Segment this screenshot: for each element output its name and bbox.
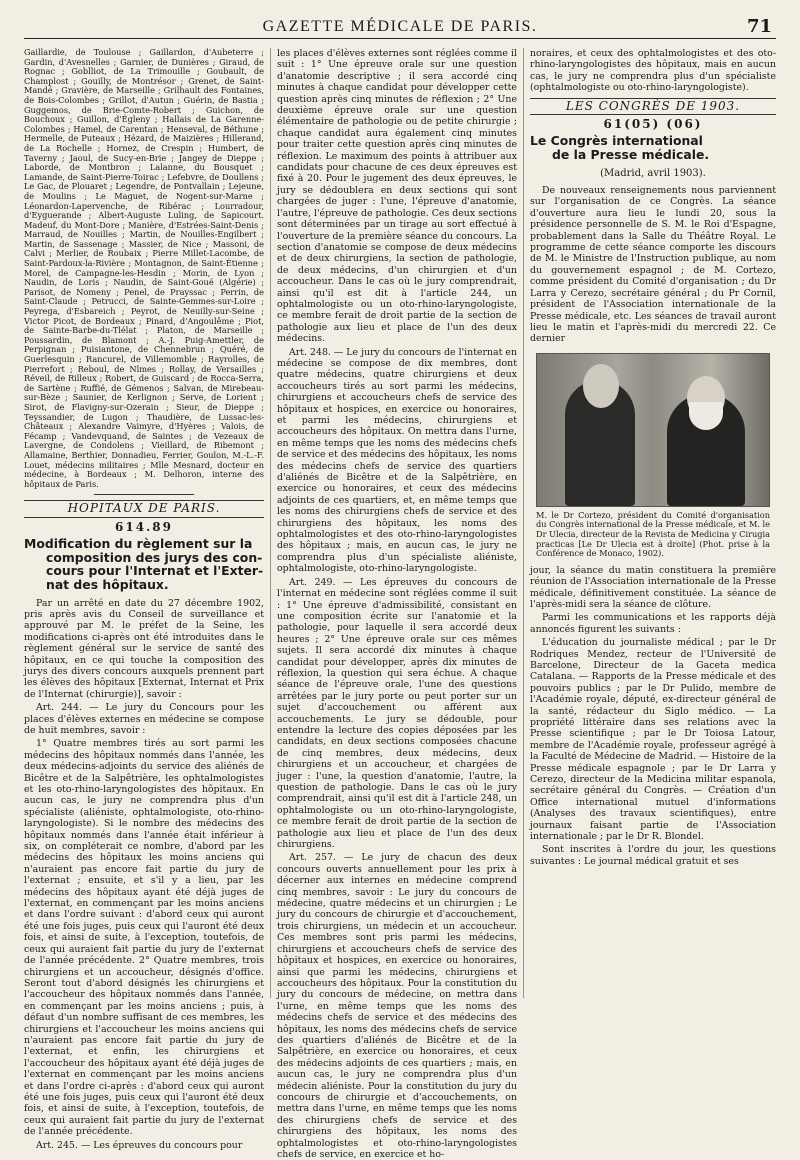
paragraph: Art. 244. — Le jury du Concours pour les places d'élèves externes en médecine se compose de huit membres, savoir :	[24, 702, 264, 736]
column-divider-1	[270, 48, 271, 998]
paragraph: Art. 257. — Le jury de chacun des deux concours ouverts annuellement pour les prix à décerner aux internes en médecine comprend cinq membres, savoir : Le jury du concours de médecine, quatre médecins et un chirurgien ; Le jury du concours de chirurgie et d'accouchement, trois chirurgiens, un médecin et un accoucheur. Ces membres sont pris parmi les médecins, chirurgiens et accoucheurs chefs de service des hôpitaux et hospices, en exercice ou honoraires, ainsi que parmi les médecins, chirurgiens et accoucheurs des hôpitaux. Pour la constitution du jury du concours de médecine, on mettra dans l'urne, en même temps que les noms des médecins chefs de service et des médecins des hôpitaux, les noms des médecins chefs de service des quartiers d'aliénés de Bicêtre et de la Salpêtrière, en exercice ou honoraires, et ceux des médecins adjoints de ces quartiers ; mais, en aucun cas, le jury ne comprendra plus d'un médecin aliéniste. Pour la constitution du jury du concours de chirurgie et d'accouchements, on mettra dans l'urne, en même temps que les noms des chirurgiens chefs de service et des chirurgiens des hôpitaux, les noms des ophtalmologistes et oto-rhino-laryngologistes chefs de service, en exercice et ho-	[277, 852, 517, 1160]
article-headline	[24, 537, 264, 591]
column-right	[530, 48, 776, 998]
paragraph: De nouveaux renseignements nous parviennent sur l'organisation de ce Congrès. La séance d'ouverture aura lieu le lundi 20, sous la présidence personnelle de S. M. le Roi d'Espagne, probablement dans la Salle du Théâtre Royal. Le programme de cette séance comporte les discours de M. le Ministre de l'Instruction publique, au nom du gouvernement espagnol ; de M. Cortezo, comme président du Comité d'organisation ; du Dr Larra y Cerezo, secrétaire général ; du Pr Cornil, président de l'Association internationale de la Presse médicale, etc. Les séances de travail auront lieu le matin et l'après-midi du mercredi 22. Ce dernier	[530, 185, 776, 345]
page-number: 71	[746, 16, 772, 37]
paragraph: jour, la séance du matin constituera la première réunion de l'Association internationale de la Presse médicale, définitivement constituée. La séance de l'après-midi sera la séance de clôture.	[530, 564, 776, 610]
paragraph: Art. 248. — Le jury du concours de l'internat en médecine se compose de dix membres, dont quatre médecins, quatre chirurgiens et deux accoucheurs tirés au sort parmi les médecins, chirurgiens et accoucheurs chefs de service des hôpitaux et hospices, en exercice ou honoraires, et parmi les médecins, chirurgiens et accoucheurs des hôpitaux. On mettra dans l'urne, en même temps que les noms des médecins chefs de service et des médecins des hôpitaux, les noms des médecins chefs de service des quartiers d'aliénés de Bicêtre et de la Salpêtrière, en exercice ou honoraires, et ceux des médecins adjoints de ces quartiers, et, en même temps que les noms des chirurgiens chefs de service et des chirurgiens des hôpitaux, les noms des ophtalmologistes et des oto-rhino-laryngologistes des hôpitaux ; mais, en aucun cas, le jury ne comprendra plus d'un spécialiste aliéniste, ophtalmologiste, oto-rhino-laryngologiste.	[277, 346, 517, 575]
headline-line: composition des jurys des con-	[46, 549, 263, 565]
headline-line: nat des hôpitaux.	[46, 576, 169, 592]
running-title: GAZETTE MÉDICALE DE PARIS.	[262, 18, 538, 35]
column-left	[24, 47, 264, 1151]
article-dateline: (Madrid, avril 1903).	[600, 167, 706, 179]
headline-line: Le Congrès international	[530, 133, 703, 149]
section-title-hopitaux: HOPITAUX DE PARIS.	[24, 500, 264, 517]
headline-line: Modification du règlement sur la	[24, 536, 253, 552]
paragraph: Sont inscrites à l'ordre du jour, les questions suivantes : Le journal médical gratuit et ses	[530, 844, 776, 867]
column-divider-2	[523, 48, 524, 998]
section-title-congres: LES CONGRÈS DE 1903.	[530, 98, 776, 115]
column-middle	[277, 48, 517, 1160]
paragraph: 1° Quatre membres tirés au sort parmi les médecins des hôpitaux nommés dans l'année, les deux médecins-adjoints du service des aliénés de Bicêtre et de la Salpêtrière, les ophtalmologistes et les oto-rhino-laryngologistes des hôpitaux. En aucun cas, le jury ne comprendra plus d'un spécialiste (aliéniste, ophtalmologiste, oto-rhino-laryngologiste). Si le nombre des médecins des hôpitaux nommés dans l'année était inférieur à six, on compléterait ce nombre, d'abord par les médecins des hôpitaux les moins anciens qui n'auraient pas encore fait partie du jury de l'externat ; ensuite, et s'il y a lieu, par les médecins des hôpitaux ayant été déjà juges de l'externat, en commençant par les moins anciens et dans l'ordre suivant : d'abord ceux qui auront été une fois juges, puis ceux qui l'auront été deux fois, et ainsi de suite, à l'exception, toutefois, de ceux qui auraient fait partie du jury de l'externat de l'année précédente. 2° Quatre membres, trois chirurgiens et un accoucheur, désignés d'office. Seront tout d'abord désignés les chirurgiens et l'accoucheur des hôpitaux nommés dans l'année, en commençant par les moins anciens ; puis, à défaut d'un nombre suffisant de ces membres, les chirurgiens et l'accoucheur les moins anciens qui n'auraient pas encore fait partie du jury de l'externat, et enfin, les chirurgiens et l'accoucheur des hôpitaux ayant été déjà juges de l'externat en commençant par les moins anciens et dans l'ordre ci-après : d'abord ceux qui auront été une fois juges, puis ceux qui l'auront été deux fois, et ainsi de suite, à l'exception, toutefois, de ceux qui auraient fait partie du jury de l'externat de l'année précédente.	[24, 738, 264, 1138]
headline-line: cours pour l'Internat et l'Exter-	[46, 563, 264, 579]
paragraph: Art. 245. — Les épreuves du concours pour	[36, 1139, 243, 1151]
page-header	[24, 16, 776, 39]
divider	[94, 494, 194, 495]
portrait-photo	[536, 353, 770, 507]
paragraph: les places d'élèves externes sont réglées comme il suit : 1° Une épreuve orale sur une question d'anatomie descriptive ; il sera accordé cinq minutes à chaque candidat pour développer cette question après cinq minutes de réflexion ; 2° Une deuxième épreuve orale sur une question élémentaire de pathologie ou de petite chirurgie ; chaque candidat aura également cinq minutes pour traiter cette question après cinq minutes de réflexion. Le maximum des points à attribuer aux candidats pour chacune de ces deux épreuves est fixé à 20. Pour le jugement des deux épreuves, le jury se dédoublera en deux sections qui sont chargées de juger : l'une, l'épreuve d'anatomie, l'autre, l'épreuve de pathologie. Ces deux sections sont déterminées par un tirage au sort effectué à l'ouverture de la première séance du concours. La section d'anatomie se compose de deux médecins et de deux chirurgiens, la section de pathologie, de deux médecins, d'un chirurgien et d'un accoucheur. Dans le cas où le jury comprendrait, ainsi qu'il est dit à l'article 244, un ophtalmologiste ou un oto-rhino-laryngologiste, ce membre ferait de droit partie de la section de pathologie aux lieu et place de l'un des deux médecins.	[277, 48, 517, 345]
article-headline	[530, 134, 776, 161]
communications-list: L'éducation du journaliste médical ; par le Dr Rodriques Mendez, recteur de l'Université de Barcelone, Directeur de la Gaceta medica Catalana. — Rapports de la Presse médicale et des pouvoirs publics ; par le Dr Pulido, membre de l'Académie royale, député, ex-directeur général de la santé, rédacteur du Siglo médico. — La propriété littéraire dans ses relations avec la Presse scientifique ; par le Dr Toiosa Latour, membre de l'Académie royale, professeur agrégé à la Faculté de Médecine de Madrid. — Histoire de la Presse médicale espagnole ; par le Dr Larra y Cerezo, directeur de la Medicina militar espanola, secrétaire général du Congrès. — Création d'un Office international mutuel d'informations (Analyses des travaux scientifiques), entre journaux faisant partie de l'Association internationale ; par le Dr R. Blondel.	[530, 637, 776, 843]
headline-line: de la Presse médicale.	[552, 147, 710, 163]
paragraph: Par un arrêté en date du 27 décembre 1902, pris après avis du Conseil de surveillance et approuvé par M. le préfet de la Seine, les modifications ci-après ont été introduites dans le règlement général sur le service de santé des hôpitaux, en ce qui touche la composition des jurys des divers concours auxquels prennent part les élèves des hôpitaux [Externat, Internat et Prix de l'Internat (chirurgie)], savoir :	[24, 597, 264, 700]
paragraph: Parmi les communications et les rapports déjà annoncés figurent les suivants :	[530, 612, 776, 635]
paragraph: noraires, et ceux des ophtalmologistes et des oto-rhino-laryngologistes des hôpitaux, mais en aucun cas, le jury ne comprendra plus d'un spécialiste (ophtalmologiste ou oto-rhino-laryngologiste).	[530, 48, 776, 94]
photo-caption: M. le Dr Cortezo, président du Comité d'organisation du Congrès international de la Presse médicale, et M. le Dr Ulecia, directeur de la Revista de Medicina y Cirugia practicas [Le Dr Ulecia est à droite] (Phot. prise à la Conférence de Monaco, 1902).	[536, 509, 771, 559]
head-cortezo	[583, 364, 619, 408]
classification-code: 61(05) (06)	[603, 117, 703, 132]
paragraph: Art. 249. — Les épreuves du concours de l'internat en médecine sont réglées comme il suit : 1° Une épreuve d'admissibilité, consistant en une composition écrite sur l'anatomie et la pathologie, pour laquelle il sera accordé deux heures ; 2° Une épreuve orale sur ces mêmes sujets. Il sera accordé dix minutes à chaque candidat pour développer, après dix minutes de réflexion, la question qui sera échue. A chaque séance de l'épreuve orale, l'une des questions arrêtées par le jury porte ou peut porter sur un sujet d'accouchement ou afférent aux accouchements. Le jury se dédouble, pour entendre la lecture des copies déposées par les candidats, en deux sections composées chacune de cinq membres, deux médecins, deux chirurgiens et un accoucheur, et chargées de juger : l'une, la question d'anatomie, l'autre, la question de pathologie. Dans le cas où le jury comprendrait, ainsi qu'il est dit à l'article 248, un ophtalmologiste ou un oto-rhino-laryngologiste, ce membre ferait de droit partie de la section de pathologie aux lieu et place de l'un des deux chirurgiens.	[277, 576, 517, 851]
graduates-list: Gaillardie, de Toulouse ; Gaillardon, d'Aubeterre ; Gardin, d'Avesnelles ; Garnier, de Dunières ; Giraud, de Rognac ; Goblliot, de La Trimouille ; Goubault, de Champlost ; Gouilly, de Montrésor ; Grenet, de Saint-Mandé ; Gravière, de Marseille ; Grilhault des Fontaines, de Bois-Colombes ; Grillot, d'Autun ; Guérin, de Bastia ; Guggemos, de Brie-Comte-Robert ; Guichon, de Bouchoux ; Guillon, d'Égleny ; Hallais de La Garenne-Colombes ; Hamel, de Carentan ; Henseval, de Béthune ; Hermelle, de Puteaux ; Hézard, de Maizières ; Hillerand, de La Rochelle ; Hornez, de Crespin ; Humbert, de Taverny ; Jaoul, de Sucy-en-Brie ; Jangey de Dieppe ; Laborde, de Montbron ; Lalanne, du Bousquet ; Lamande, de Saint-Pierre-Toirac ; Lefebvre, de Doullens ; Le Gac, de Plouaret ; Legendre, de Pontvallain ; Lejeune, de Moulins ; Le Maguet, de Nogent-sur-Marne ; Léonardon-Lapervenche, de Ribérac ; Lourradour, d'Eyguerande ; Albert-Auguste Luling, de Sapicourt. Madeuf, du Mont-Dore ; Manière, d'Estrées-Saint-Denis ; Marraud, de Nouilles ; Martin, de Nouilles-Engilbert ; Martin, de Sassenage ; Massier, de Nice ; Massoni, de Calvi ; Merlier, de Roubaix ; Pierre Millet-Lacombe, de Saint-Pardoux-la-Rivière ; Montagnon, de Saint-Étienne ; Morel, de Campagne-les-Hesdin ; Morin, de Lyon ; Naudin, de Loris ; Naudin, de Saint-Goué (Algérie) ; Parisot, de Nomeny ; Penel, de Prayssac ; Perrin, de Saint-Claude ; Petrucci, de Sainte-Gemmes-sur-Loire ; Peyrega, d'Esbareich ; Peyrot, de Neuilly-sur-Seine ; Victor Picot, de Bordeaux ; Pinard, d'Angoulême ; Piot, de Sainte-Barbe-du-Tlélat ; Platon, de Marseille ; Poussardin, de Blamont ; A.-J. Puig-Amettler, de Perpignan ; Puisiantone, de Chennebrun ; Quéré, de Guerlesquin ; Rancurel, de Villemomble ; Rayrolles, de Pierrefort ; Reboul, de Nîmes ; Rollay, de Versailles ; Réveil, de Rilleux ; Robert, de Guiscard ; de Rocca-Serra, de Sartène ; Ruffié, de Gémenos ; Salvan, de Mirebeau-sur-Bèze ; Saunier, de Kerlignon ; Serve, de Lorient ; Sirot, de Flavigny-sur-Ozerain ; Sieur, de Dieppe ; Teyssandier, de Lugon ; Thaudière, de Lussac-les-Châteaux ; Alexandre Vaimyre, d'Hyères ; Valois, de Fécamp ; Vandevquand, de Saintes ; de Vezeaux de Lavergne, de Condolens ; Vieillard, de Ribemont ; Allamaine, Berthier, Donnadieu, Ferrier, Goulon, M.-L.-F. Louet, médecins militaires ; Mlle Mesnard, docteur en médecine, à Bordeaux ; M. Delhoron, interne des hôpitaux de Paris.	[24, 47, 264, 489]
classification-code: 614.89	[115, 519, 173, 534]
